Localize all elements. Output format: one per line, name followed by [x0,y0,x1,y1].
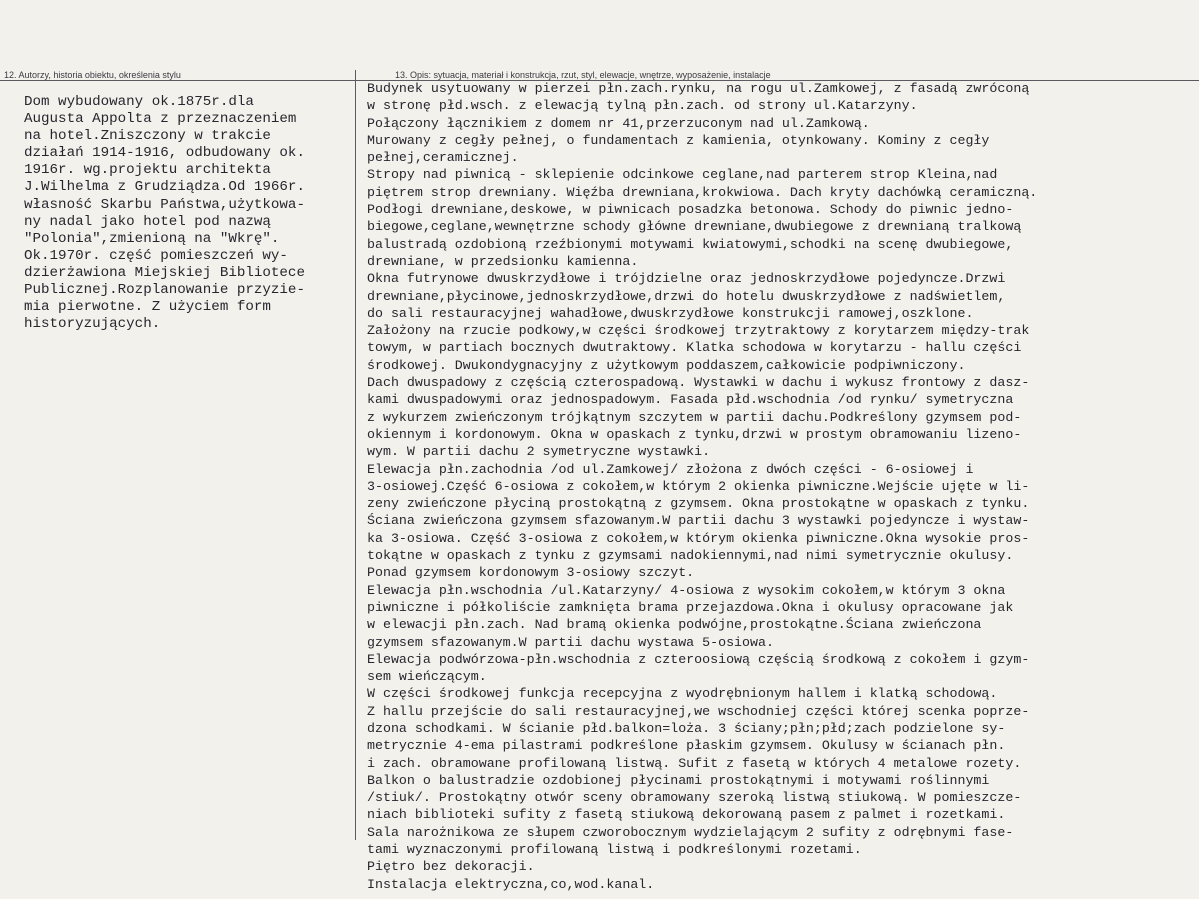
description-text: Budynek usytuowany w pierzei płn.zach.rynku, na rogu ul.Zamkowej, z fasadą zwróconą w stronę płd.wsch. z elewacją tylną płn.zach. od strony ul.Katarzyny. Połączony łącznikiem z domem nr 41,przerzuconym nad ul.Zamkową. Murowany z cegły pełnej, o fundamentach z kamienia, otynkowany. Kominy z cegły pełnej,ceramicznej. Stropy nad piwnicą - sklepienie odcinkowe ceglane,nad parterem strop Kleina,nad piętrem strop drewniany. Więźba drewniana,krokwiowa. Dach kryty dachówką ceramiczną. Podłogi drewniane,deskowe, w piwnicach posadzka betonowa. Schody do piwnic jedno- biegowe,ceglane,wewnętrzne schody główne drewniane,dwubiegowe z drewnianą tralkową balustradą ozdobioną rzeźbionymi motywami kwiatowymi,schodki na scenę dwubiegowe, drewniane, w przedsionku kamienna. Okna futrynowe dwuskrzydłowe i trójdzielne oraz jednoskrzydłowe pojedyncze.Drzwi drewniane,płycinowe,jednoskrzydłowe,drzwi do hotelu dwuskrzydłowe z nadświetlem, do sali restauracyjnej wahadłowe,dwuskrzydłowe konstrukcji ramowej,oszklone. Założony na rzucie podkowy,w części środkowej trzytraktowy z korytarzem między-trak towym, w partiach bocznych dwutraktowy. Klatka schodowa w korytarzu - hallu części środkowej. Dwukondygnacyjny z użytkowym poddaszem,całkowicie podpiwniczony. Dach dwuspadowy z częścią czterospadową. Wystawki w dachu i wykusz frontowy z dasz- kami dwuspadowymi oraz jednospadowym. Fasada płd.wschodnia /od rynku/ symetryczna z wykurzem zwieńczonym trójkątnym szczytem w partii dachu.Podkreślony gzymsem pod- okiennym i kordonowym. Okna w opaskach z tynku,drzwi w prostym obramowaniu lizeno- wym. W partii dachu 2 symetryczne wystawki. Elewacja płn.zachodnia /od ul.Zamkowej/ złożona z dwóch części - 6-osiowej i 3-osiowej.Część 6-osiowa z cokołem,w którym 2 okienka piwniczne.Wejście ujęte w li- zeny zwieńczone płyciną prostokątną z gzymsem. Okna prostokątne w opaskach z tynku. Ściana zwieńczona gzymsem sfazowanym.W partii dachu 3 wystawki pojedyncze i wystaw- ka 3-osiowa. Część 3-osiowa z cokołem,w którym okienka piwniczne.Okna wysokie pros- tokątne w opaskach z tynku z gzymsami nadokiennymi,nad nimi symetrycznie okulusy. Ponad gzymsem kordonowym 3-osiowy szczyt. Elewacja płn.wschodnia /ul.Katarzyny/ 4-osiowa z wysokim cokołem,w którym 3 okna piwniczne i półkoliście zamknięta brama przejazdowa.Okna i okulusy opracowane jak w elewacji płn.zach. Nad bramą okienka podwójne,prostokątne.Ściana zwieńczona gzymsem sfazowanym.W partii dachu wystawa 5-osiowa. Elewacja podwórzowa-płn.wschodnia z czteroosiową częścią środkową z cokołem i gzym- sem wieńczącym. W części środkowej funkcja recepcyjna z wyodrębnionym hallem i klatką schodową. Z hallu przejście do sali restauracyjnej,we wschodniej części której scenka poprze- dzona schodkami. W ścianie płd.balkon=loża. 3 ściany;płn;płd;zach podzielone sy- metrycznie 4-ema pilastrami podkreślone płaskim gzymsem. Okulusy w ścianach płn. i zach. obramowane profilowaną listwą. Sufit z fasetą w których 4 metalowe rozety. Balkon o balustradzie ozdobionej płycinami prostokątnymi i motywami roślinnymi /stiuk/. Prostokątny otwór sceny obramowany szeroką listwą stiukową. W pomieszcze- niach biblioteki sufity z fasetą stiukową dekorowaną pasem z palmet i rozetkami. Sala narożnikowa ze słupem czworobocznym wydzielającym 2 sufity z odrębnymi fase- tami wyznaczonymi profilowaną listwą i podkreślonymi rozetami. Piętro bez dekoracji. Instalacja elektryczna,co,wod.kanal. [367,81,1038,892]
left-column-header: 12. Autorzy, historia obiektu, określenia stylu [4,70,181,80]
column-divider [355,70,356,840]
right-column-header: 13. Opis: sytuacja, materiał i konstrukcja, rzut, styl, elewacje, wnętrze, wyposażenie, instalacje [395,70,771,80]
history-text: Dom wybudowany ok.1875r.dla Augusta Appolta z przeznaczeniem na hotel.Zniszczony w trakcie działań 1914-1916, odbudowany ok. 1916r. wg.projektu architekta J.Wilhelma z Grudziądza.Od 1966r. własność Skarbu Państwa,użytkowa- ny nadal jako hotel pod nazwą "Polonia",zmienioną na "Wkrę". Ok.1970r. część pomieszczeń wy- dzierżawiona Miejskiej Bibliotece Publicznej.Rozplanowanie przyzie- mia pierwotne. Z użyciem form historyzujących. [24,94,305,333]
